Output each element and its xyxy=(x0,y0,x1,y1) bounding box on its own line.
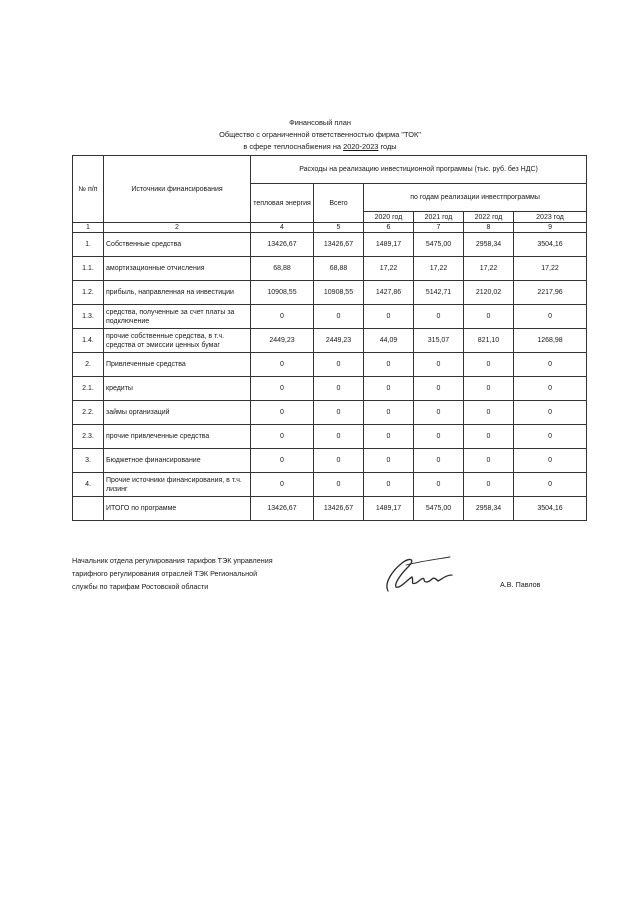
cell-year-2020: 44,09 xyxy=(364,329,414,353)
cell-year-2022: 2120,02 xyxy=(464,281,514,305)
signer-name: А.В. Павлов xyxy=(500,580,541,589)
table-row xyxy=(73,329,587,353)
cell-year-2020: 0 xyxy=(364,305,414,329)
cell-total: 13426,67 xyxy=(314,233,364,257)
row-source: Бюджетное финансирование xyxy=(104,449,251,473)
subtitle-years: 2020-2023 xyxy=(343,142,379,151)
cell-year-2022: 0 xyxy=(464,449,514,473)
header-source: Источники финансирования xyxy=(104,156,251,223)
signer-position-line: Начальник отдела регулирования тарифов ТЭК управления xyxy=(72,556,273,565)
cell-year-2021: 0 xyxy=(414,353,464,377)
column-number: 7 xyxy=(414,223,464,233)
cell-year-2023: 0 xyxy=(514,305,587,329)
financial-plan-table xyxy=(72,155,587,521)
cell-year-2021: 0 xyxy=(414,305,464,329)
signer-position-line: тарифного регулирования отраслей ТЭК Региональной xyxy=(72,569,258,578)
column-number: 9 xyxy=(514,223,587,233)
subtitle-prefix: в сфере теплоснабжения на xyxy=(243,142,344,151)
cell-thermal-energy: 68,88 xyxy=(251,257,314,281)
row-number: 4. xyxy=(73,473,104,497)
cell-year-2022: 0 xyxy=(464,377,514,401)
column-number: 6 xyxy=(364,223,414,233)
subtitle-suffix: годы xyxy=(378,142,397,151)
row-number: 1.1. xyxy=(73,257,104,281)
cell-total: 0 xyxy=(314,401,364,425)
cell-year-2021: 0 xyxy=(414,401,464,425)
cell-year-2021: 0 xyxy=(414,377,464,401)
cell-thermal-energy: 13426,67 xyxy=(251,233,314,257)
cell-year-2020: 17,22 xyxy=(364,257,414,281)
cell-year-2023: 0 xyxy=(514,473,587,497)
row-number: 2. xyxy=(73,353,104,377)
table-row xyxy=(73,305,587,329)
cell-thermal-energy: 0 xyxy=(251,449,314,473)
header-total: Всего xyxy=(314,184,364,223)
cell-total: 68,88 xyxy=(314,257,364,281)
table-row xyxy=(73,473,587,497)
row-source: прочие привлеченные средства xyxy=(104,425,251,449)
cell-year-2020: 0 xyxy=(364,377,414,401)
cell-year-2021: 5475,00 xyxy=(414,497,464,521)
cell-total: 0 xyxy=(314,425,364,449)
row-number: 1.3. xyxy=(73,305,104,329)
cell-thermal-energy: 0 xyxy=(251,377,314,401)
column-number: 1 xyxy=(73,223,104,233)
cell-thermal-energy: 0 xyxy=(251,473,314,497)
cell-year-2023: 0 xyxy=(514,449,587,473)
table-row xyxy=(73,425,587,449)
cell-thermal-energy: 13426,67 xyxy=(251,497,314,521)
header-thermal-energy: тепловая энергия xyxy=(251,184,314,223)
cell-year-2020: 0 xyxy=(364,401,414,425)
cell-total: 0 xyxy=(314,353,364,377)
header-year: 2023 год xyxy=(514,212,587,223)
cell-year-2022: 2958,34 xyxy=(464,233,514,257)
table-row xyxy=(73,497,587,521)
cell-year-2023: 0 xyxy=(514,353,587,377)
cell-year-2020: 0 xyxy=(364,353,414,377)
cell-year-2023: 0 xyxy=(514,377,587,401)
row-number: 1.2. xyxy=(73,281,104,305)
cell-total: 0 xyxy=(314,377,364,401)
cell-year-2022: 2958,34 xyxy=(464,497,514,521)
row-source: Прочие источники финансирования, в т.ч. лизинг xyxy=(104,473,251,497)
cell-total: 0 xyxy=(314,449,364,473)
cell-year-2023: 3504,16 xyxy=(514,233,587,257)
row-number: 1. xyxy=(73,233,104,257)
column-number: 5 xyxy=(314,223,364,233)
cell-year-2022: 0 xyxy=(464,473,514,497)
row-source: амортизационные отчисления xyxy=(104,257,251,281)
cell-year-2021: 5142,71 xyxy=(414,281,464,305)
document-subtitle xyxy=(0,141,640,152)
cell-year-2023: 17,22 xyxy=(514,257,587,281)
cell-total: 2449,23 xyxy=(314,329,364,353)
header-by-years: по годам реализации инвестпрограммы xyxy=(364,184,587,212)
document-title: Финансовый план xyxy=(289,118,351,127)
cell-year-2021: 0 xyxy=(414,425,464,449)
row-source: прибыль, направленная на инвестиции xyxy=(104,281,251,305)
cell-thermal-energy: 0 xyxy=(251,425,314,449)
column-number: 8 xyxy=(464,223,514,233)
table-row xyxy=(73,233,587,257)
header-num: № п/п xyxy=(73,156,104,223)
cell-thermal-energy: 0 xyxy=(251,401,314,425)
cell-year-2022: 0 xyxy=(464,401,514,425)
cell-year-2022: 0 xyxy=(464,353,514,377)
cell-year-2021: 0 xyxy=(414,449,464,473)
row-source: кредиты xyxy=(104,377,251,401)
row-source: займы организаций xyxy=(104,401,251,425)
cell-year-2020: 1427,86 xyxy=(364,281,414,305)
cell-year-2020: 0 xyxy=(364,449,414,473)
cell-thermal-energy: 10908,55 xyxy=(251,281,314,305)
table-row xyxy=(73,401,587,425)
cell-year-2022: 0 xyxy=(464,425,514,449)
cell-thermal-energy: 0 xyxy=(251,305,314,329)
cell-thermal-energy: 0 xyxy=(251,353,314,377)
column-numbers-row xyxy=(73,223,587,233)
row-number: 3. xyxy=(73,449,104,473)
cell-total: 0 xyxy=(314,305,364,329)
cell-year-2023: 0 xyxy=(514,401,587,425)
cell-year-2022: 0 xyxy=(464,305,514,329)
row-number: 2.2. xyxy=(73,401,104,425)
table-row xyxy=(73,353,587,377)
cell-year-2023: 1268,98 xyxy=(514,329,587,353)
cell-year-2021: 5475,00 xyxy=(414,233,464,257)
cell-year-2021: 0 xyxy=(414,473,464,497)
row-source: ИТОГО по программе xyxy=(104,497,251,521)
cell-thermal-energy: 2449,23 xyxy=(251,329,314,353)
cell-year-2023: 0 xyxy=(514,425,587,449)
cell-year-2020: 1489,17 xyxy=(364,497,414,521)
cell-year-2023: 2217,96 xyxy=(514,281,587,305)
column-number: 2 xyxy=(104,223,251,233)
cell-year-2020: 0 xyxy=(364,425,414,449)
row-number xyxy=(73,497,104,521)
row-number: 2.3. xyxy=(73,425,104,449)
header-year: 2022 год xyxy=(464,212,514,223)
row-source: средства, полученные за счет платы за подключение xyxy=(104,305,251,329)
header-expenses: Расходы на реализацию инвестиционной программы (тыс. руб. без НДС) xyxy=(251,156,587,184)
cell-year-2020: 0 xyxy=(364,473,414,497)
cell-year-2022: 821,10 xyxy=(464,329,514,353)
handwritten-signature xyxy=(382,553,462,595)
header-year: 2020 год xyxy=(364,212,414,223)
signer-position-line: службы по тарифам Ростовской области xyxy=(72,582,209,591)
cell-year-2022: 17,22 xyxy=(464,257,514,281)
signer-position xyxy=(72,554,332,593)
row-source: прочие собственные средства, в т.ч. средства от эмиссии ценных бумаг xyxy=(104,329,251,353)
header-year: 2021 год xyxy=(414,212,464,223)
row-source: Привлеченные средства xyxy=(104,353,251,377)
table-row xyxy=(73,281,587,305)
cell-year-2021: 315,07 xyxy=(414,329,464,353)
cell-total: 0 xyxy=(314,473,364,497)
column-number: 4 xyxy=(251,223,314,233)
cell-year-2020: 1489,17 xyxy=(364,233,414,257)
row-number: 1.4. xyxy=(73,329,104,353)
table-row xyxy=(73,377,587,401)
cell-total: 13426,67 xyxy=(314,497,364,521)
table-row xyxy=(73,449,587,473)
row-source: Собственные средства xyxy=(104,233,251,257)
cell-year-2021: 17,22 xyxy=(414,257,464,281)
organization-name: Общество с ограниченной ответственностью фирма "ТОК" xyxy=(219,130,421,139)
row-number: 2.1. xyxy=(73,377,104,401)
cell-total: 10908,55 xyxy=(314,281,364,305)
table-row xyxy=(73,257,587,281)
cell-year-2023: 3504,16 xyxy=(514,497,587,521)
